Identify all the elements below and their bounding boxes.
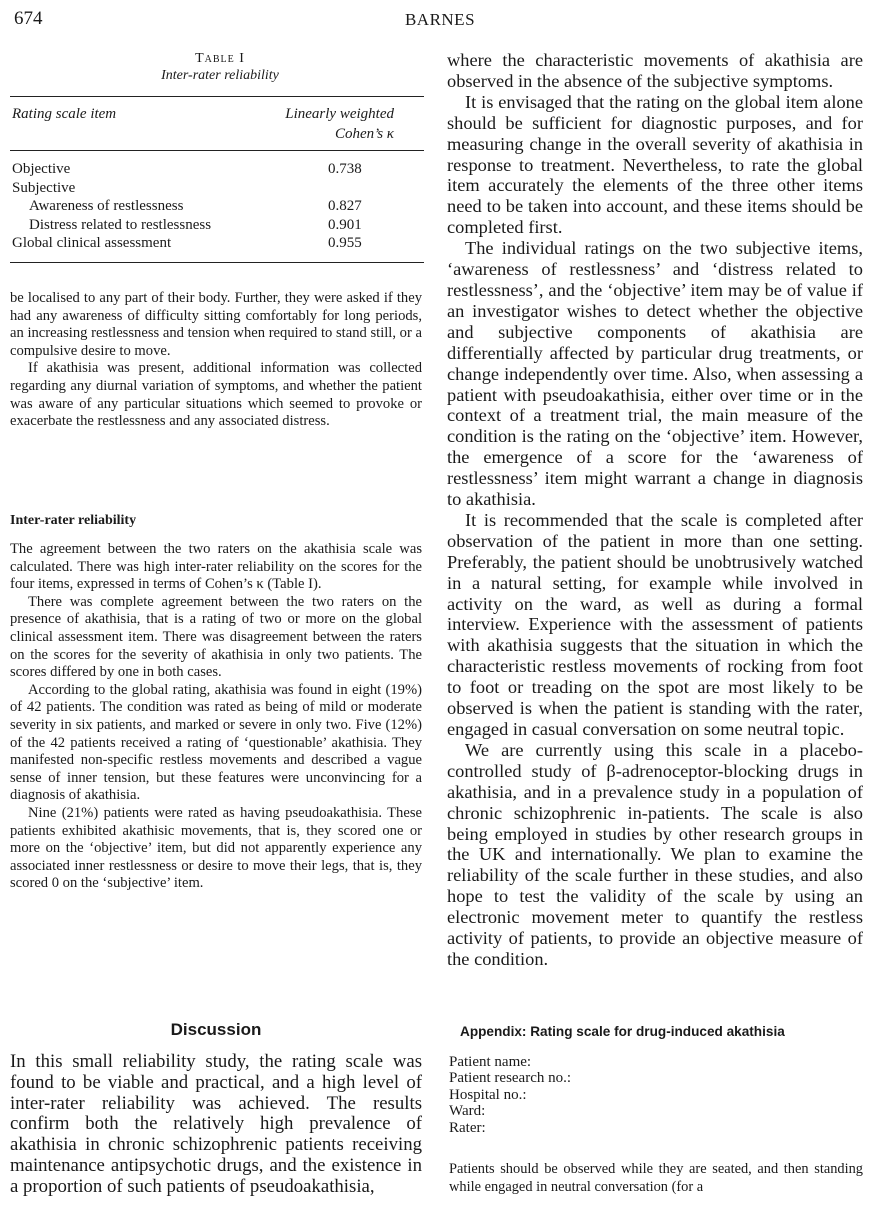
kappa-header-line2: Cohen’s κ bbox=[334, 126, 394, 142]
paragraph: It is envisaged that the rating on the global item alone should be sufficient for diagnostic purposes, and for measuring change in the overall severity of akathisia in response to treatment. Nevertheless, to rate the global item accurately the elements of the three other items need to be taken into account, and these items should be completed first. bbox=[447, 91, 863, 238]
field-ward: Ward: bbox=[449, 1103, 486, 1120]
table-body bbox=[12, 160, 422, 253]
paragraph: where the characteristic movements of akathisia are observed in the absence of the subjective symptoms. bbox=[447, 50, 863, 91]
table-row bbox=[12, 234, 422, 253]
appendix-fields bbox=[449, 1054, 571, 1136]
table-cell-item: Awareness of restlessness bbox=[29, 198, 184, 214]
table-row bbox=[12, 179, 422, 198]
table-label: Table I bbox=[195, 51, 245, 66]
left-reliability-text bbox=[10, 541, 422, 893]
paragraph: The agreement between the two raters on the akathisia scale was calculated. There was high inter-rater reliability on the scores for the four items, expressed in terms of Cohen’s κ (Table I). bbox=[10, 541, 422, 593]
table-top-rule bbox=[10, 96, 424, 97]
field-patient-name: Patient name: bbox=[449, 1054, 532, 1070]
table-cell-item: Global clinical assessment bbox=[12, 235, 172, 251]
discussion-text bbox=[10, 1052, 422, 1198]
paragraph: Nine (21%) patients were rated as having pseudoakathisia. These patients exhibited akathisic movements, that is, they scored one or more on the ‘objective’ item, but did not apparently experience any associated inner restlessness or desire to move their legs, that is, they scored 0 on the ‘subjective’ item. bbox=[10, 804, 422, 892]
table-cell-item: Distress related to restlessness bbox=[29, 216, 212, 233]
paragraph: We are currently using this scale in a placebo-controlled study of β-adrenoceptor-blocking drugs in akathisia, and in a prevalence study in a population of chronic schizophrenic in-patients. The scale is also being employed in studies by other research groups in the UK and internationally. We plan to examine the reliability of the scale further in these studies, and also hope to test the validity of the scale by using an electronic movement meter to quantify the restless activity of patients, to provide an objective measure of the condition. bbox=[447, 739, 863, 969]
paragraph: The individual ratings on the two subjective items, ‘awareness of restlessness’ and ‘distress related to restlessness’, and the ‘objective’ item may be of value if an investigator wishes to detect whether the objective and subjective components of akathisia are differentially affected by particular drug treatments, or change independently over time. Also, when assessing a patient with pseudoakathisia, either over time or in the context of a treatment trial, the main measure of the condition is the rating on the ‘objective’ item. However, the emergence of a score for the ‘awareness of restlessness’ item might warrant a change in diagnosis to akathisia. bbox=[447, 238, 863, 510]
table-cell-value: 0.738 bbox=[328, 161, 362, 177]
field-patient-research-no: Patient research no.: bbox=[449, 1070, 572, 1087]
paragraph: According to the global rating, akathisia was found in eight (19%) of 42 patients. The condition was rated as being of mild or moderate severity in six patients, and marked or severe in only two. Five (12%) of the 42 patients received a rating of ‘questionable’ akathisia. They manifested non-specific restless movements and described a vague sense of inner tension, but these features were unconvincing for a diagnosis of akathisia. bbox=[10, 681, 422, 804]
paragraph: be localised to any part of their body. Further, they were asked if they had any awareness of difficulty sitting comfortably for long periods, an increasing restlessness and tension when required to stand still, or a compulsive desire to move. bbox=[10, 290, 422, 359]
table-cell-value: 0.901 bbox=[328, 216, 362, 233]
table-row bbox=[12, 160, 422, 179]
paragraph: There was complete agreement between the two raters on the presence of akathisia, that is a rating of two or more on the global clinical assessment item. There was disagreement between the raters on the scores for the severity of akathisia in only two patients. The scores differed by one in both cases. bbox=[10, 593, 422, 681]
table-caption-block bbox=[10, 50, 430, 84]
table-row bbox=[12, 216, 422, 235]
table-cell-value: 0.955 bbox=[328, 235, 362, 251]
table-header-rule bbox=[10, 150, 424, 151]
table-cell-item: Objective bbox=[12, 161, 71, 177]
table-row bbox=[12, 197, 422, 216]
appendix-heading: Appendix: Rating scale for drug-induced akathisia bbox=[460, 1024, 785, 1039]
kappa-header-line1: Linearly weighted bbox=[285, 106, 394, 122]
running-head: BARNES bbox=[404, 10, 476, 29]
appendix-instructions: Patients should be observed while they are seated, and then standing while engaged in neutral conversation (for a bbox=[449, 1161, 863, 1195]
paragraph: In this small reliability study, the rating scale was found to be viable and practical, and a high level of inter-rater reliability was achieved. The results confirm both the relatively high prevalence of akathisia in chronic schizophrenic patients receiving maintenance antipsychotic drugs, and the existence in a proportion of such patients of pseudoakathisia, bbox=[10, 1051, 422, 1197]
table-bottom-rule bbox=[10, 262, 424, 263]
table-caption: Inter-rater reliability bbox=[161, 68, 279, 83]
paragraph: If akathisia was present, additional information was collected regarding any diurnal variation of symptoms, and whether the patient was aware of any particular situations which seemed to provoke or exacerbate the restlessness and any associated distress. bbox=[10, 360, 422, 430]
section-heading-reliability: Inter-rater reliability bbox=[10, 513, 137, 528]
paragraph: It is recommended that the scale is completed after observation of the patient in more than one setting. Preferably, the patient should be unobtrusively watched in a natural setting, for example while involved in activity on the ward, as well as during a formal interview. Experience with the assessment of patients with akathisia suggests that the situation in which the characteristic restless movements of rocking from foot to foot or treading on the spot are most likely to be observed is when the patient is standing with the rater, engaged in casual conversation on some neutral topic. bbox=[447, 509, 863, 739]
table-cell-item: Subjective bbox=[12, 179, 76, 196]
left-intro-text bbox=[10, 290, 422, 431]
table-col-kappa-header bbox=[224, 104, 394, 144]
right-column-text bbox=[447, 50, 863, 970]
page-number: 674 bbox=[14, 8, 43, 29]
table-cell-value: 0.827 bbox=[328, 198, 362, 214]
field-rater: Rater: bbox=[449, 1119, 486, 1136]
section-heading-discussion: Discussion bbox=[170, 1020, 262, 1039]
field-hospital-no: Hospital no.: bbox=[449, 1086, 527, 1103]
table-col-item-header: Rating scale item bbox=[12, 106, 117, 122]
